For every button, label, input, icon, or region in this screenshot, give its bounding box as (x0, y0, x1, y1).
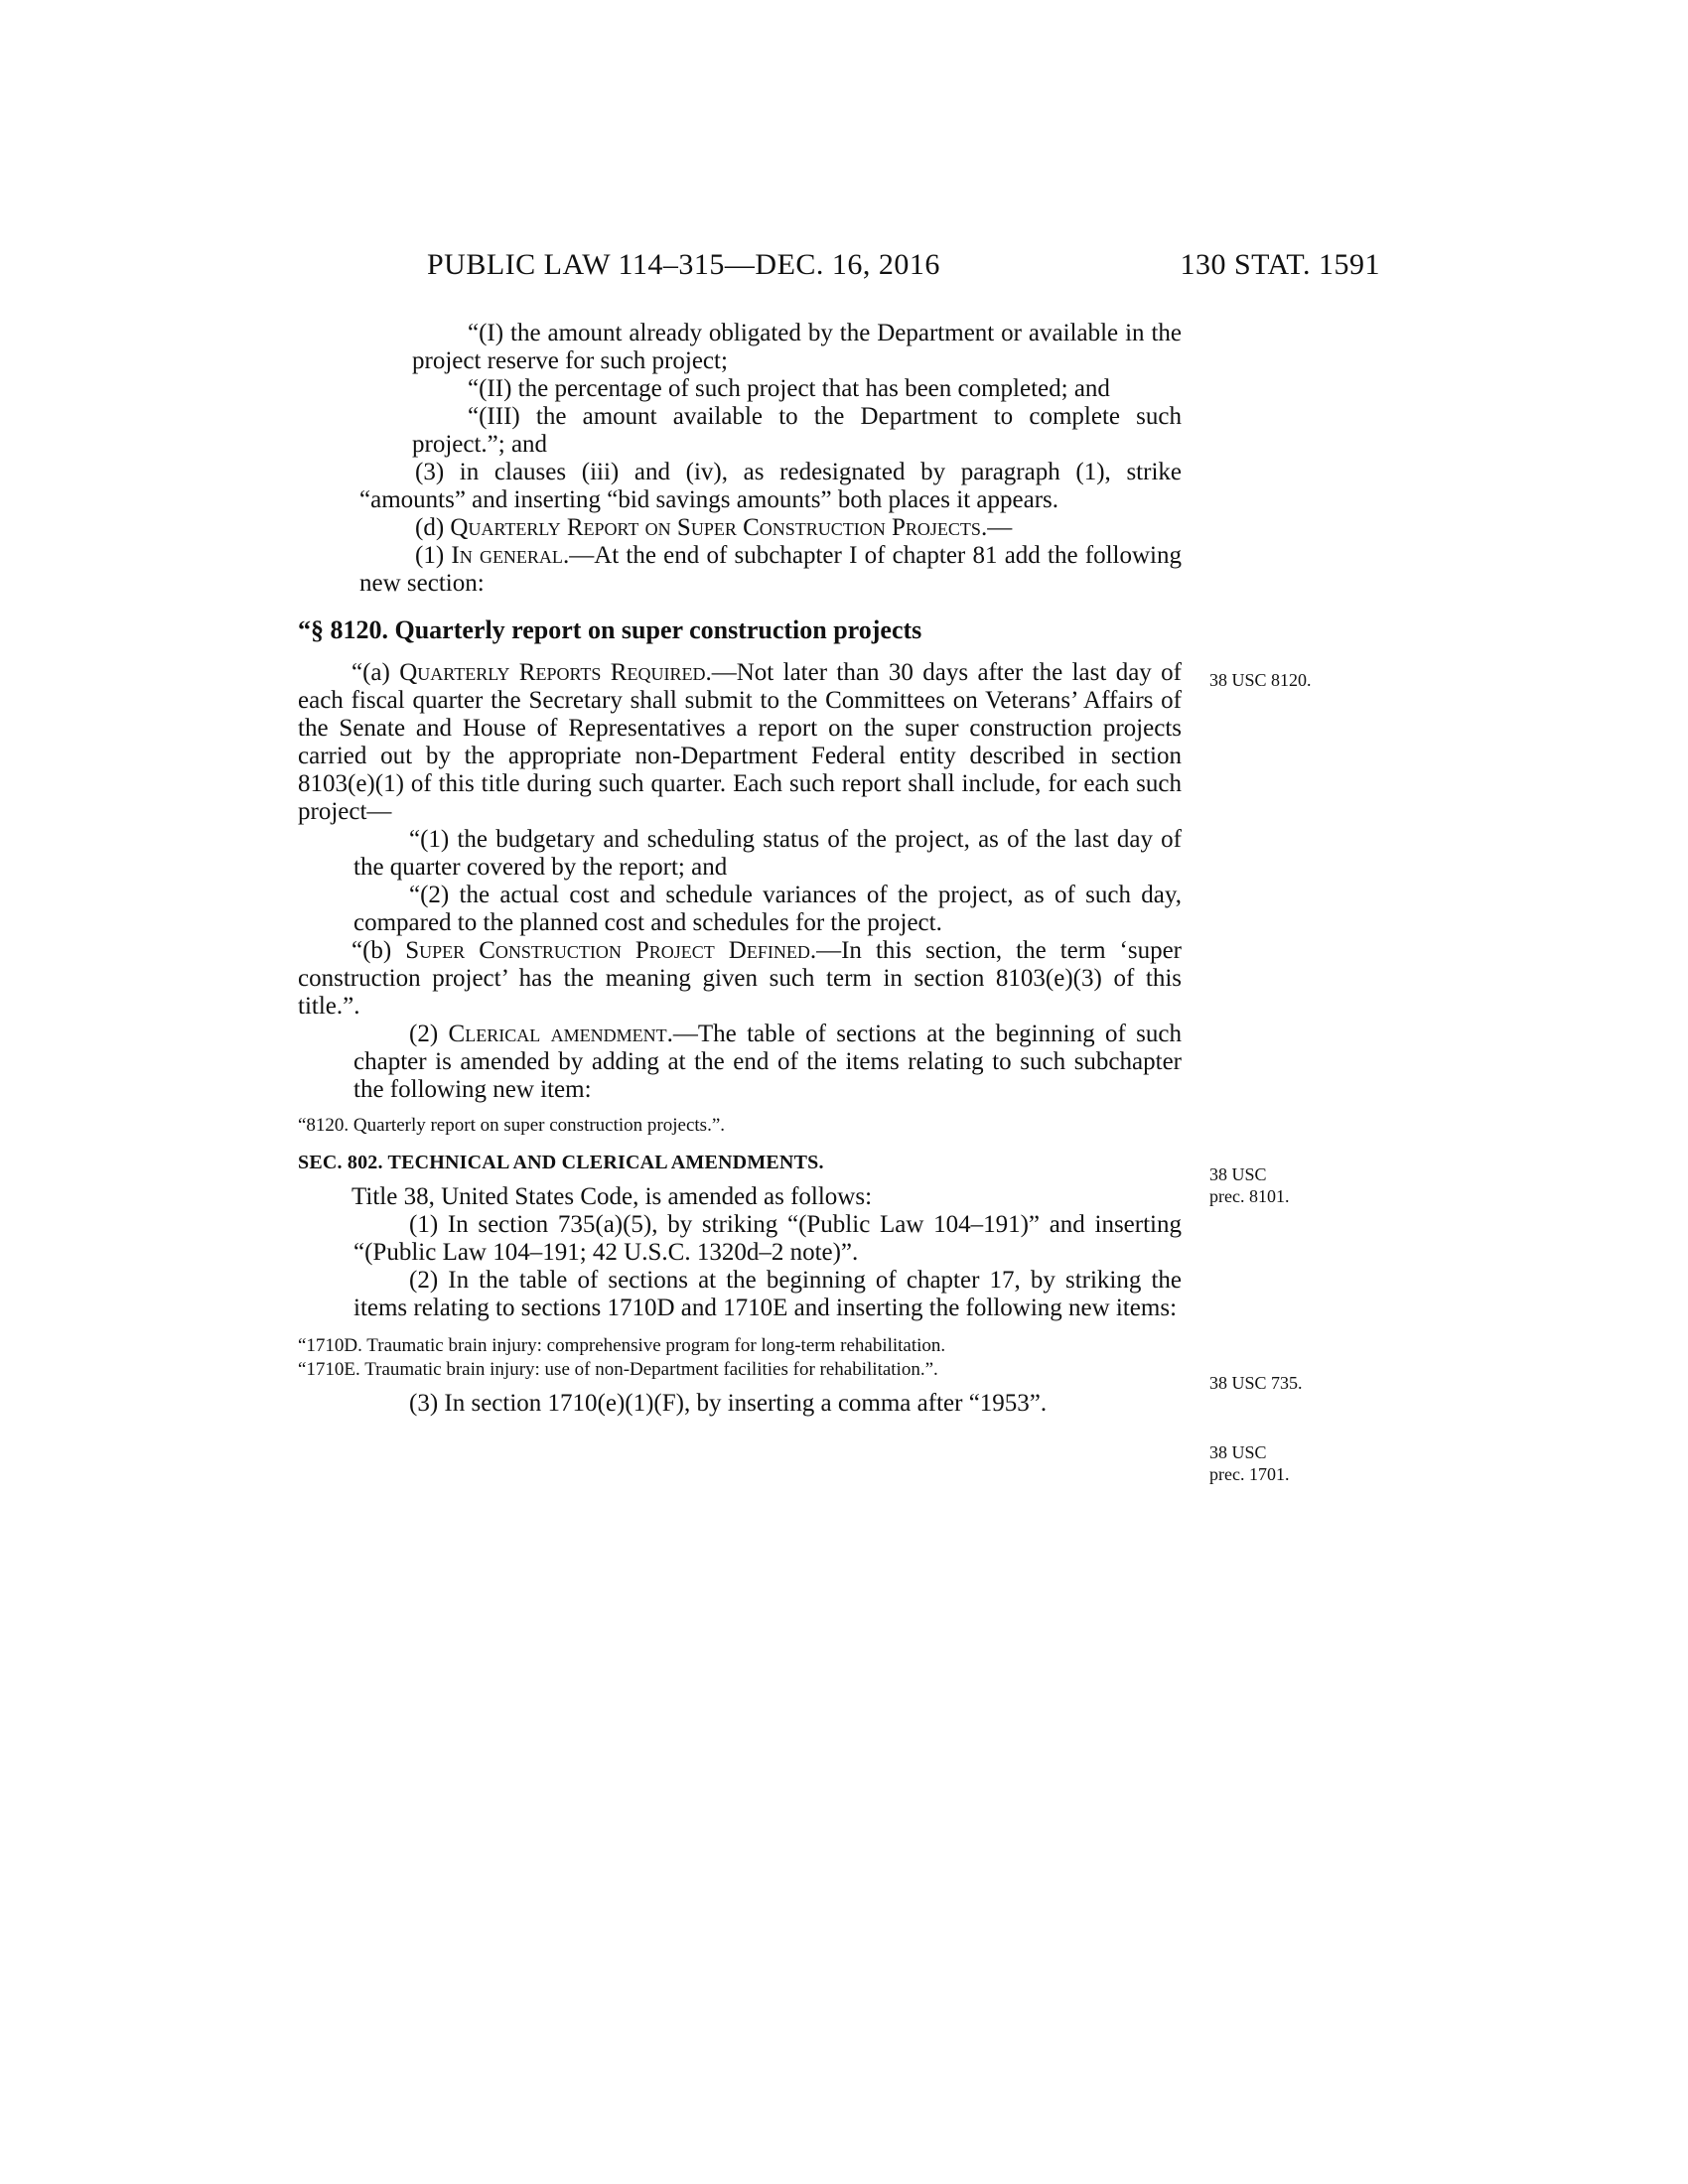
margin-note-line: 38 USC (1209, 1164, 1267, 1184)
paragraph-d1-label: (1) (415, 542, 452, 569)
subsection-d-label: (d) (415, 514, 451, 541)
section-802-item-1: (1) In section 735(a)(5), by striking “(Public Law 104–191)” and inserting “(Public Law 104–191; 42 U.S.C. 1320d–2 note)”. (353, 1211, 1182, 1266)
toc-item-1710d: “1710D. Traumatic brain injury: comprehensive program for long-term rehabilitation. (298, 1335, 946, 1356)
clerical-amendment-text: .—The table of sections at the beginning of such chapter is amended by adding at the end of the items relating to such subchapter the following new item: (353, 1021, 1182, 1103)
clerical-amendment-label: (2) (409, 1021, 449, 1047)
margin-note-38-usc-735: 38 USC 735. (1209, 1373, 1303, 1393)
toc-item-1710e: “1710E. Traumatic brain injury: use of non-Department facilities for rehabilitation.”. (298, 1359, 938, 1380)
running-header (427, 248, 1380, 288)
subsection-a (298, 659, 1182, 826)
subsection-b-label: “(b) (352, 937, 406, 964)
subsection-b-text: .—In this section, the term ‘super construction project’ has the meaning given such term in section 8103(e)(3) of this title.”. (298, 937, 1183, 1020)
paragraph-3: (3) in clauses (iii) and (iv), as redesignated by paragraph (1), strike “amounts” and inserting “bid savings amounts” both places it appears. (359, 459, 1182, 513)
subsection-b (298, 937, 1182, 1021)
subsection-a-heading: Quarterly Reports Required (399, 659, 706, 686)
clerical-amendment (298, 1021, 1182, 1104)
section-8120-heading: “§ 8120. Quarterly report on super construction projects (298, 615, 922, 644)
subsection-a-label: “(a) (352, 659, 400, 686)
header-stat-page: 130 STAT. 1591 (1180, 248, 1380, 281)
subsection-a-text: .—Not later than 30 days after the last day of each fiscal quarter the Secretary shall submit to the Committees on Veterans’ Affairs of the Senate and House of Representatives a report on the super construction projects carried out by the appropriate non-Department Federal entity described in section 8103(e)(1) of this title during such quarter. Each such report shall include, for each such project— (298, 659, 1183, 825)
subsection-a-item-2: “(2) the actual cost and schedule variances of the project, as of such day, compared to the planned cost and schedules for the project. (353, 882, 1182, 936)
margin-note-38-usc-8120: 38 USC 8120. (1209, 670, 1312, 690)
clause-iii: “(III) the amount available to the Department to complete such project.”; and (412, 403, 1182, 458)
section-802-intro: Title 38, United States Code, is amended as follows: (352, 1183, 873, 1210)
section-802-item-3: (3) In section 1710(e)(1)(F), by inserting a comma after “1953”. (409, 1390, 1048, 1417)
subsection-d-dash: .— (980, 514, 1013, 541)
margin-note-line: 38 USC (1209, 1442, 1267, 1462)
clerical-amendment-heading: Clerical amendment (448, 1021, 667, 1047)
margin-note-38-usc-prec-8101 (1209, 1163, 1289, 1207)
clause-ii: “(II) the percentage of such project that has been completed; and (468, 375, 1110, 402)
subsection-a-item-1: “(1) the budgetary and scheduling status of the project, as of the last day of the quarter covered by the report; and (353, 826, 1182, 881)
header-public-law: PUBLIC LAW 114–315—DEC. 16, 2016 (427, 248, 940, 281)
section-802-heading: SEC. 802. TECHNICAL AND CLERICAL AMENDMENTS. (298, 1152, 824, 1173)
paragraph-d1-heading: In general (451, 542, 563, 569)
margin-note-38-usc-prec-1701 (1209, 1441, 1289, 1485)
clause-i: “(I) the amount already obligated by the Department or available in the project reserve for such project; (412, 320, 1182, 374)
section-802-item-2: (2) In the table of sections at the beginning of chapter 17, by striking the items relating to sections 1710D and 1710E and inserting the following new items: (353, 1267, 1182, 1321)
toc-item-8120: “8120. Quarterly report on super construction projects.”. (298, 1115, 726, 1136)
margin-note-line: prec. 1701. (1209, 1464, 1290, 1484)
paragraph-d1-text: .—At the end of subchapter I of chapter 81 add the following new section: (359, 542, 1183, 597)
margin-note-line: prec. 8101. (1209, 1186, 1290, 1206)
document-body (298, 320, 1182, 1418)
paragraph-d1 (298, 542, 1182, 598)
subsection-d-heading: Quarterly Report on Super Construction Projects (450, 514, 981, 541)
subsection-d (298, 514, 1182, 542)
subsection-b-heading: Super Construction Project Defined (405, 937, 810, 964)
